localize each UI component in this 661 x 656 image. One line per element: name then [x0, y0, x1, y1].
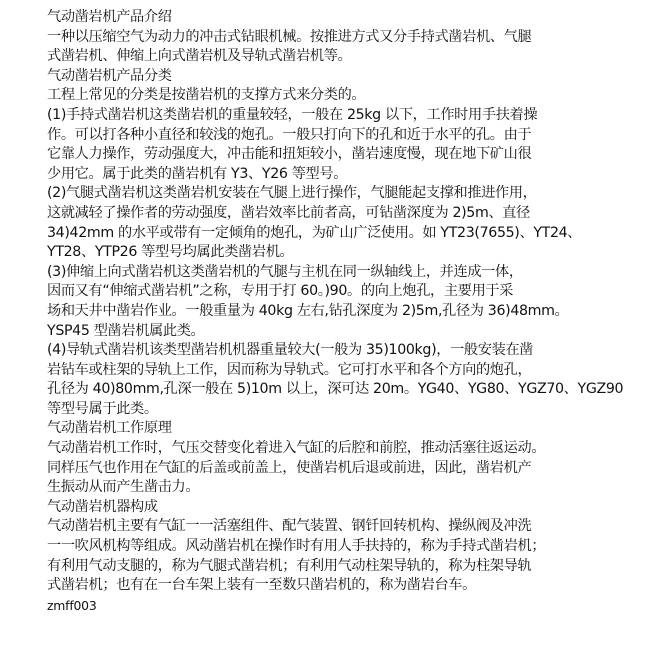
paragraph-line: YSP45 型凿岩机属此类。: [47, 322, 205, 339]
paragraph-line: 工程上常见的分类是按凿岩机的支撑方式来分类的。: [47, 87, 366, 104]
paragraph-line: YT28、YTP26 等型号均属此类凿岩机。: [47, 244, 294, 261]
paragraph-line: (1)手持式凿岩机这类凿岩机的重量较轻，一般在 25kg 以下，工作时用手扶着操: [47, 106, 538, 123]
paragraph-line: 场和天井中凿岩作业。一般重量为 40kg 左右,钻孔深度为 2)5m,孔径为 36)48mm。: [47, 302, 569, 319]
paragraph-line: 34)42mm 的水平或带有一定倾角的炮孔，为矿山广泛使用。如 YT23(7655)、YT24、: [47, 224, 582, 241]
paragraph-line: 少用它。属于此类的凿岩机有 Y3、Y26 等型号。: [47, 165, 348, 182]
paragraph-line: 有利用气动支腿的，称为气腿式凿岩机；有利用气动柱架导轨的，称为柱架导轨: [47, 557, 532, 574]
document-code: zmff003: [47, 597, 97, 613]
paragraph-line: 岩钻车或柱架的导轨上工作，因而称为导轨式。它可打水平和各个方向的炮孔，: [47, 361, 532, 378]
paragraph-line: 它靠人力操作，劳动强度大，冲击能和扭矩较小，凿岩速度慢，现在地下矿山很: [47, 146, 532, 163]
paragraph-line: 气动凿岩机主要有气缸一一活塞组件、配气装置、钢钎回转机构、操纵阀及冲洗: [47, 518, 532, 535]
paragraph-line: 式凿岩机；也有在一台车架上装有一至数只凿岩机的，称为凿岩台车。: [47, 577, 476, 594]
paragraph-line: 一一吹风机构等组成。风动凿岩机在操作时有用人手扶持的，称为手持式凿岩机；: [47, 538, 546, 555]
paragraph-line: 这就减轻了操作者的劳动强度，凿岩效率比前者高，可钻凿深度为 2)5m、直径: [47, 204, 530, 221]
paragraph-line: (2)气腿式凿岩机这类凿岩机安装在气腿上进行操作，气腿能起支撑和推进作用，: [47, 185, 537, 202]
paragraph-line: 作。可以打各种小直径和较浅的炮孔。一般只打向下的孔和近于水平的孔。由于: [47, 126, 532, 143]
heading-structure: 气动凿岩机器构成: [47, 498, 158, 515]
heading-classification: 气动凿岩机产品分类: [47, 67, 172, 84]
paragraph-line: 气动凿岩机工作时，气压交替变化着进入气缸的后腔和前腔，推动活塞往返运动。: [47, 440, 546, 457]
heading-principle: 气动凿岩机工作原理: [47, 420, 172, 437]
paragraph-line: 因而又有“伸缩式凿岩机”之称，专用于打 60。)90。的向上炮孔，主要用于采: [47, 283, 514, 300]
paragraph-line: 等型号属于此类。: [47, 400, 158, 417]
heading-intro: 气动凿岩机产品介绍: [47, 9, 172, 25]
paragraph-line: (4)导轨式凿岩机该类型凿岩机机器重量较大(一般为 35)100kg)，一般安装在凿: [47, 342, 534, 359]
paragraph-line: 式凿岩机、伸缩上向式凿岩机及导轨式凿岩机等。: [47, 48, 352, 65]
paragraph-line: 一种以压缩空气为动力的冲击式钻眼机械。按推进方式又分手持式凿岩机、气腿: [47, 28, 532, 45]
paragraph-line: (3)伸缩上向式凿岩机这类凿岩机的气腿与主机在同一纵轴线上，并连成一体，: [47, 263, 523, 280]
paragraph-line: 生振动从而产生凿击力。: [47, 479, 200, 496]
paragraph-line: 孔径为 40)80mm,孔深一般在 5)10m 以上，深可达 20m。YG40、YG80、YGZ70、YGZ90: [47, 381, 624, 398]
paragraph-line: 同样压气也作用在气缸的后盖或前盖上，使凿岩机后退或前进，因此，凿岩机产: [47, 459, 532, 476]
document-body: [47, 8, 653, 615]
